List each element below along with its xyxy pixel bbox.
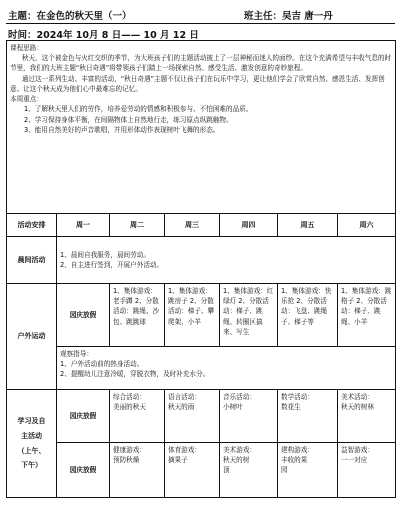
teacher-name: 班主任：吴吉 唐一丹 xyxy=(244,11,333,22)
goals-list xyxy=(10,104,392,135)
goal-item: 1、了解秋天里人们的劳作，培养爱劳动的情感和积极参与、不怕困难的品质。 xyxy=(24,105,253,114)
day-header-row xyxy=(7,214,396,237)
outdoor-label: 户外运动 xyxy=(7,284,57,390)
plan-table xyxy=(6,40,396,498)
goals-heading: 本周重点： xyxy=(10,95,43,104)
learning-holiday-top: 园庆放假 xyxy=(57,390,110,443)
learning-top-saturday: 美术活动： 秋天的树林 xyxy=(338,390,396,443)
learning-holiday-bottom: 园庆放假 xyxy=(57,443,110,498)
date-range: 时间：2024年 10月 8 日—— 10 月 12 日 xyxy=(8,30,199,41)
day-saturday: 周六 xyxy=(338,214,396,237)
learning-bottom-thursday: 美术游戏： 秋天的树 顶 xyxy=(220,443,278,498)
day-thursday: 周四 xyxy=(220,214,278,237)
outdoor-tuesday: 1、集体游戏：老手蹲 2、分散活动：跳绳、沙包、跳跳球 xyxy=(110,284,165,347)
page-header xyxy=(6,6,395,22)
outdoor-holiday: 园庆放假 xyxy=(57,284,110,347)
morning-content: 1、晨间自我服务，晨间劳动。 2、自主进行签到，开展户外活动。 xyxy=(57,237,396,284)
day-monday: 周一 xyxy=(57,214,110,237)
learning-bottom-tuesday: 健康游戏： 预防秋燥 xyxy=(110,443,165,498)
theme-title: 主题：在金色的秋天里（一） xyxy=(8,11,132,22)
outdoor-friday: 1、集体游戏：快乐抢 2、分散活动：飞盘、跳绳子、梯子等 xyxy=(278,284,338,347)
course-intro xyxy=(7,41,396,214)
outdoor-thursday: 1、集体游戏：红绿灯 2、分散活动：梯子、跳绳、转圈区搞来、写生 xyxy=(220,284,278,347)
intro-paragraph-1: 秋天，这个被金色与火红交织的季节，为大班孩子们的主题活动披上了一层神秘而迷人的面纱。在这个充满希望与丰收气息的时节里，我们的大班主题“秋日奇遇”将带领孩子们踏上一场探索自然、感受生活、激发创意的奇妙旅程。 xyxy=(10,54,392,73)
learning-bottom-wednesday: 体育游戏： 摘果子 xyxy=(165,443,220,498)
learning-row-top xyxy=(7,390,396,443)
learning-row-bottom xyxy=(7,443,396,498)
goal-item: 2、学习保持身体平衡，在间隔物体上自然地行走，练习原点纵跳触物。 xyxy=(24,115,233,124)
outdoor-notes: 观察指导： 1、户外活动前的热身活动。 2、提醒幼儿注意冷暖，穿脱衣物，及时补充水分。 xyxy=(57,347,396,390)
morning-label: 晨间活动 xyxy=(7,237,57,284)
learning-top-friday: 数学活动： 数花生 xyxy=(278,390,338,443)
activity-column-label: 活动安排 xyxy=(7,214,57,237)
learning-top-tuesday: 综合活动： 美丽的秋天 xyxy=(110,390,165,443)
outdoor-wednesday: 1、集体游戏：跳房子 2、分散活动：梯子、攀爬架、小羊 xyxy=(165,284,220,347)
morning-row xyxy=(7,237,396,284)
learning-top-thursday: 音乐活动： 小树叶 xyxy=(220,390,278,443)
day-friday: 周五 xyxy=(278,214,338,237)
outdoor-notes-row xyxy=(7,347,396,390)
learning-label: 学习及自 主活动 （上午、 下午） xyxy=(7,390,57,498)
intro-heading: 课程思路： xyxy=(10,44,43,52)
day-wednesday: 周三 xyxy=(165,214,220,237)
outdoor-saturday: 1、集体游戏：跳格子 2、分散活动：梯子、跳绳、小羊 xyxy=(338,284,396,347)
learning-bottom-friday: 建构游戏： 丰收的果 园 xyxy=(278,443,338,498)
outdoor-row xyxy=(7,284,396,347)
intro-paragraph-2: 通过这一系列生动、丰富的活动，“秋日奇遇”主题不仅让孩子们在玩乐中学习，更让他们学会了欣赏自然、感恩生活、发挥创意。让这个秋天成为他们心中最难忘的记忆。 xyxy=(10,74,385,93)
day-tuesday: 周二 xyxy=(110,214,165,237)
learning-bottom-saturday: 益智游戏： 一一对应 xyxy=(338,443,396,498)
goal-item: 3、能用自然美好的声音歌唱，并用形体动作表现树叶飞舞的形态。 xyxy=(24,125,220,134)
learning-top-wednesday: 语言活动： 秋天的雨 xyxy=(165,390,220,443)
